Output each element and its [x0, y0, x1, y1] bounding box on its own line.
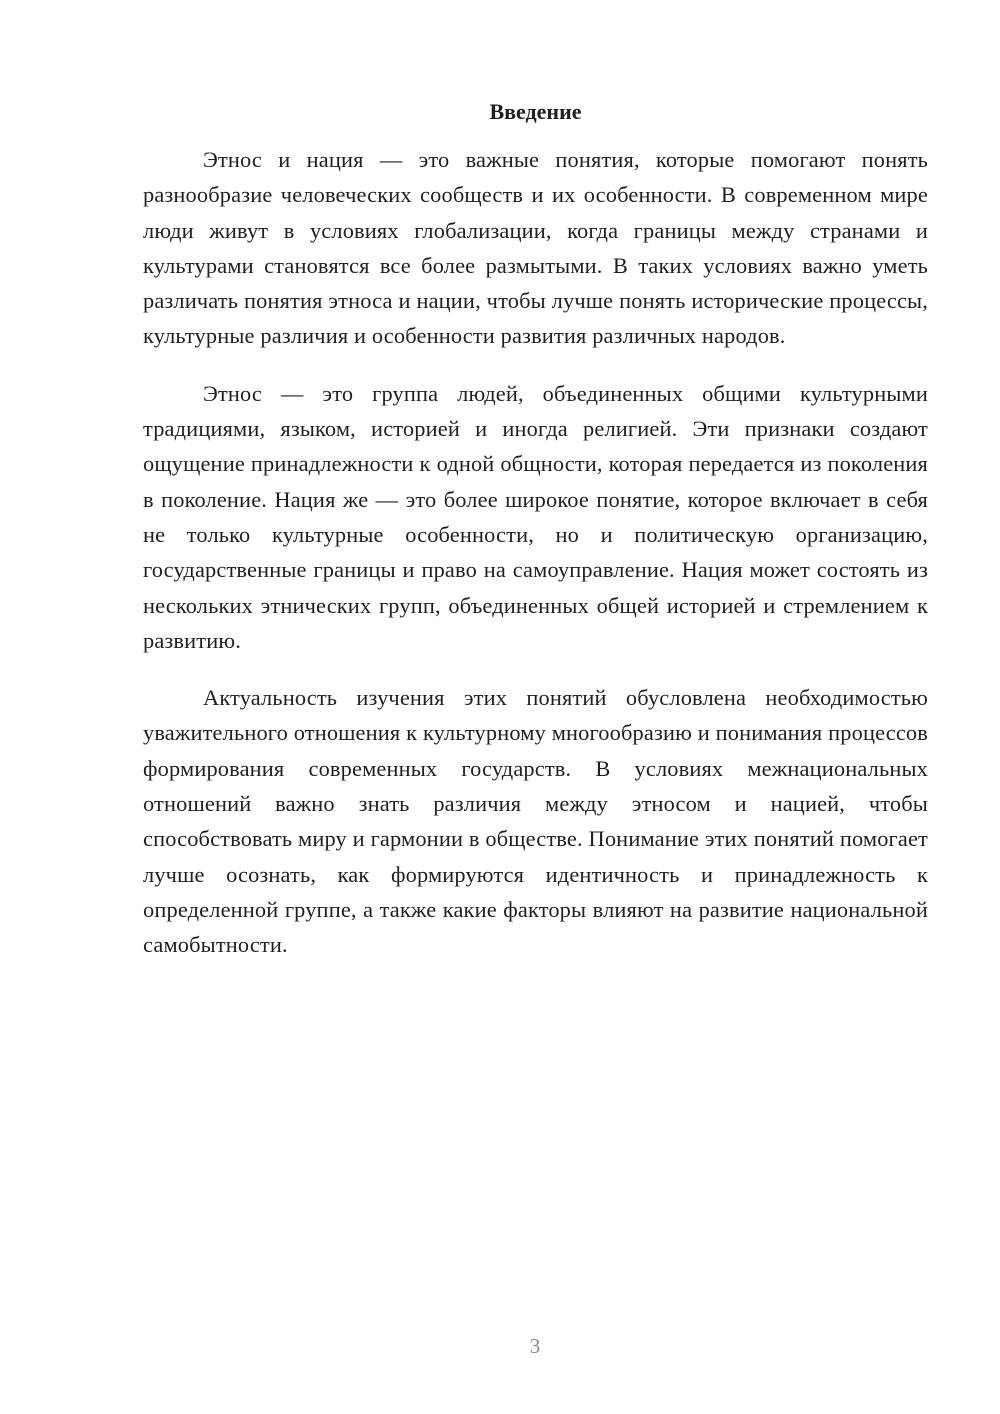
body-text	[143, 142, 928, 985]
page-number: 3	[529, 1334, 541, 1358]
section-heading: Введение	[489, 99, 582, 124]
paragraph-2: Этнос — это группа людей, объединенных общими культурными традициями, языком, историей и иногда религией. Эти признаки создают ощущение принадлежности к одной общности, которая передается из поколения в поколение. Нация же — это более широкое понятие, которое включает в себя не только культурные особенности, но и политическую организацию, государственные границы и право на самоуправление. Нация может состоять из нескольких этнических групп, объединенных общей историей и стремлением к развитию.	[143, 380, 928, 653]
paragraph-1: Этнос и нация — это важные понятия, которые помогают понять разнообразие человеческих сообществ и их особенности. В современном мире люди живут в условиях глобализации, когда границы между странами и культурами становятся все более размытыми. В таких условиях важно уметь различать понятия этноса и нации, чтобы лучше понять исторические процессы, культурные различия и особенности развития различных народов.	[143, 147, 928, 349]
paragraph-3: Актуальность изучения этих понятий обусловлена необходимостью уважительного отношения к культурному многообразию и понимания процессов формирования современных государств. В условиях межнациональных отношений важно знать различия между этносом и нацией, чтобы способствовать миру и гармонии в обществе. Понимание этих понятий помогает лучше осознать, как формируются идентичность и принадлежность к определенной группе, а также какие факторы влияют на развитие национальной самобытности.	[143, 685, 928, 958]
